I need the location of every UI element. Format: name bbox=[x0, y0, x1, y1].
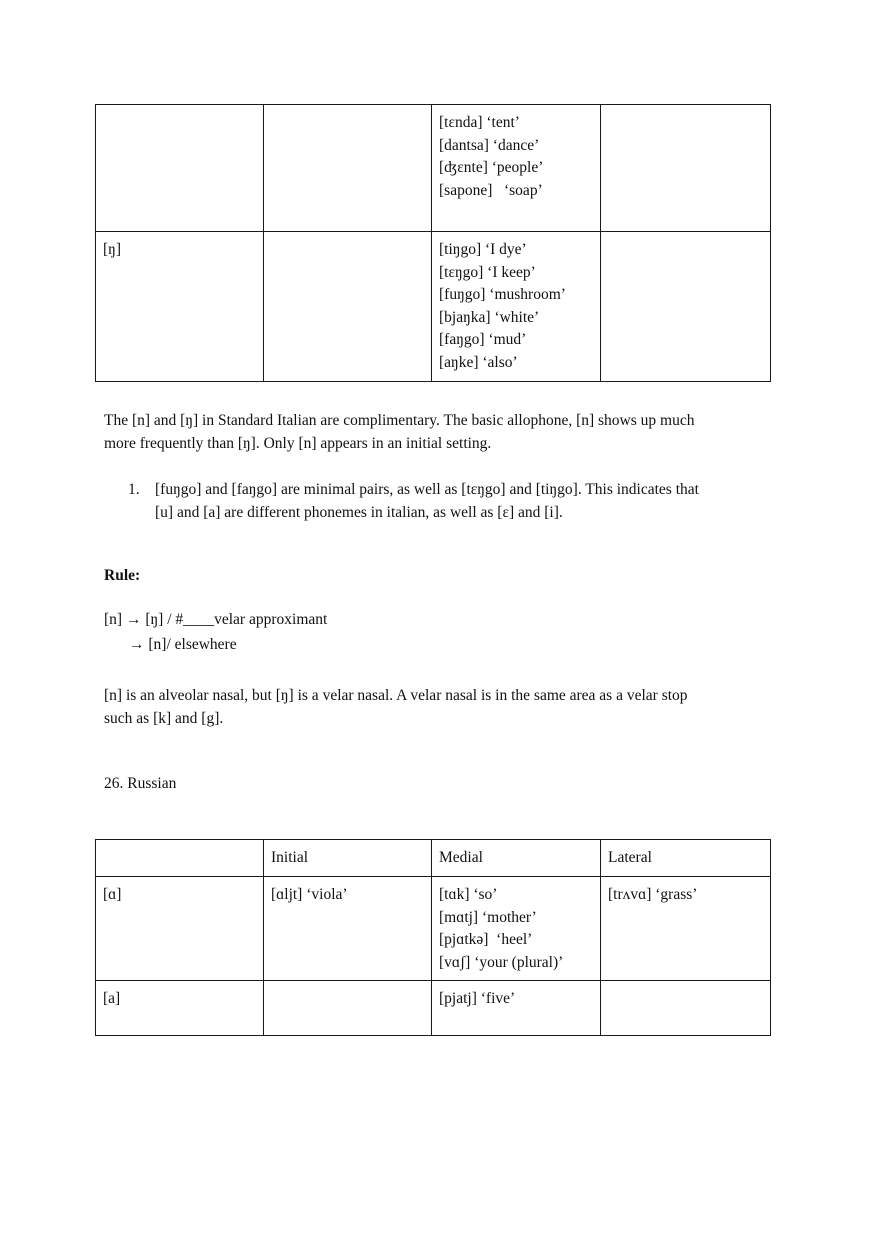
table-cell bbox=[96, 105, 264, 232]
list-number: 1. bbox=[128, 481, 140, 498]
table-row bbox=[96, 981, 771, 1036]
list-line: [fuŋgo] and [faŋgo] are minimal pairs, as well as [tɛŋgo] and [tiŋgo]. This indicates that bbox=[155, 481, 699, 498]
rule-heading: Rule: bbox=[104, 567, 141, 584]
russian-allophone-table bbox=[95, 839, 771, 1036]
example-word: [tɛŋgo] ‘I keep’ bbox=[439, 263, 536, 281]
column-header: Initial bbox=[264, 840, 432, 877]
column-header: Medial bbox=[432, 840, 601, 877]
example-word: [vɑʃ] ‘your (plural)’ bbox=[439, 953, 564, 971]
table-cell bbox=[264, 232, 432, 382]
table-cell bbox=[264, 105, 432, 232]
paragraph-line: The [n] and [ŋ] in Standard Italian are complimentary. The basic allophone, [n] shows up much bbox=[104, 412, 695, 429]
numbered-list-item bbox=[128, 478, 778, 524]
example-word: [fuŋgo] ‘mushroom’ bbox=[439, 286, 566, 304]
example-word: [aŋke] ‘also’ bbox=[439, 353, 518, 371]
table-row bbox=[96, 105, 771, 232]
nasal-paragraph bbox=[104, 684, 784, 730]
example-word: [tɑk] ‘so’ bbox=[439, 886, 498, 903]
table-cell: [ɑljt] ‘viola’ bbox=[264, 877, 432, 981]
table-cell bbox=[601, 232, 771, 382]
example-word: [sapone] ‘soap’ bbox=[439, 181, 543, 199]
example-word: [dantsa] ‘dance’ bbox=[439, 136, 540, 154]
example-word: [bjaŋka] ‘white’ bbox=[439, 308, 540, 326]
rule-line-2: → [n]/ elsewhere bbox=[129, 636, 237, 653]
list-line: [u] and [a] are different phonemes in italian, as well as [ɛ] and [i]. bbox=[155, 504, 563, 521]
example-word: [mɑtj] ‘mother’ bbox=[439, 908, 537, 926]
paragraph-line: [n] is an alveolar nasal, but [ŋ] is a velar nasal. A velar nasal is in the same area as a velar stop bbox=[104, 687, 688, 704]
table-cell bbox=[432, 877, 601, 981]
example-word: [tɛnda] ‘tent’ bbox=[439, 114, 520, 131]
paragraph-line: such as [k] and [g]. bbox=[104, 710, 224, 727]
table-cell: [ŋ] bbox=[96, 232, 264, 382]
example-word: [pjɑtkə] ‘heel’ bbox=[439, 931, 533, 949]
table-cell: [ɑ] bbox=[96, 877, 264, 981]
example-word: [faŋgo] ‘mud’ bbox=[439, 331, 527, 349]
column-header: Lateral bbox=[601, 840, 771, 877]
allophone-paragraph bbox=[104, 409, 784, 455]
table-cell bbox=[432, 981, 601, 1036]
table-cell bbox=[264, 981, 432, 1036]
example-word: [ʤɛnte] ‘people’ bbox=[439, 159, 544, 177]
table-cell: [trʌvɑ] ‘grass’ bbox=[601, 877, 771, 981]
table-row bbox=[96, 877, 771, 981]
table-cell bbox=[432, 232, 601, 382]
table-header-row bbox=[96, 840, 771, 877]
rule-line-1: [n] → [ŋ] / #____velar approximant bbox=[104, 611, 328, 628]
column-header bbox=[96, 840, 264, 877]
table-row bbox=[96, 232, 771, 382]
example-word: [tiŋgo] ‘I dye’ bbox=[439, 241, 527, 258]
example-word: [pjatj] ‘five’ bbox=[439, 990, 516, 1007]
italian-allophone-table bbox=[95, 104, 771, 382]
section-title: 26. Russian bbox=[104, 775, 177, 792]
table-cell bbox=[432, 105, 601, 232]
table-cell: [a] bbox=[96, 981, 264, 1036]
table-cell bbox=[601, 981, 771, 1036]
table-cell bbox=[601, 105, 771, 232]
paragraph-line: more frequently than [ŋ]. Only [n] appears in an initial setting. bbox=[104, 435, 492, 452]
